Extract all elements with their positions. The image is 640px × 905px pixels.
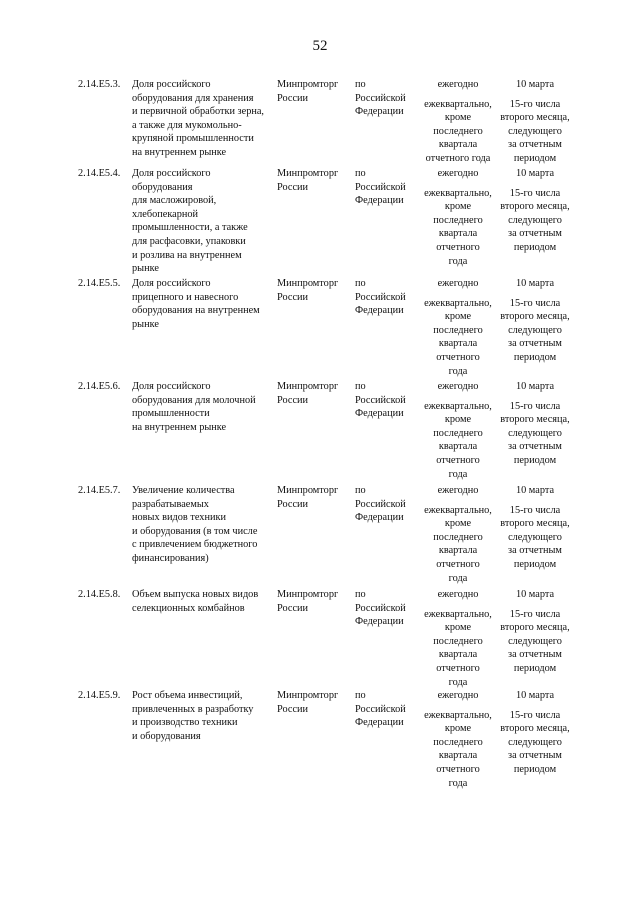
text-line: года [448,468,468,480]
deadline [494,689,576,777]
text-line: второго месяца, [500,518,570,530]
text-line: следующего [508,125,562,137]
periodicity [418,167,498,268]
text-line: Минпромторг [277,690,339,701]
text-line: года [448,365,468,377]
text-line: кроме [444,201,472,213]
indicator-name [132,78,272,160]
text-line: последнего [433,125,483,137]
periodicity [418,78,498,166]
text-line: Федерации [355,616,404,628]
text-line: 15-го числа [509,187,561,199]
text-line: ежегодно [437,168,479,179]
text-line: Российской [355,703,406,715]
text-line: Минпромторг [277,278,339,289]
text-line: и первичной обработки зерна, [132,106,264,118]
text-line: следующего [508,736,562,748]
text-line: отчетного года [425,152,491,164]
text-line: квартала [438,750,478,762]
text-line: Федерации [355,305,404,317]
text-line: ежегодно [437,589,479,600]
text-line: за отчетным [508,649,562,661]
text-line: Федерации [355,717,404,729]
text-line: с привлечением бюджетного [132,539,258,551]
text-line: промышленности [132,408,210,420]
text-line: кроме [444,311,472,323]
text-line: Минпромторг [277,168,339,179]
text-line: Доля российского [132,381,211,392]
text-line: Российской [355,498,406,510]
deadline [494,588,576,676]
text-line: рынке [132,318,159,330]
periodicity [418,277,498,378]
text-line: 10 марта [515,485,555,496]
responsible-agency [277,380,351,407]
periodicity [418,484,498,585]
text-line: кроме [444,518,472,530]
text-line: Федерации [355,195,404,207]
text-line: России [277,498,309,510]
text-line: Доля российского [132,79,211,90]
text-line: 15-го числа [509,98,561,110]
periodicity [418,689,498,790]
text-line: Рост объема инвестиций, [132,690,243,701]
text-line: года [448,255,468,267]
deadline [494,277,576,365]
text-line: ежегодно [437,278,479,289]
text-line: оборудования на внутреннем [132,305,260,317]
text-line: по [355,690,366,701]
text-line: 15-го числа [509,709,561,721]
territory [355,78,415,119]
text-line: России [277,181,309,193]
text-line: привлеченных в разработку [132,703,254,715]
territory [355,484,415,525]
text-line: рынке [132,263,159,275]
text-line: 10 марта [515,589,555,600]
text-line: квартала [438,441,478,453]
text-line: отчетного [436,763,480,775]
text-line: периодом [513,152,557,164]
indicator-name [132,689,272,743]
text-line: по [355,79,366,90]
responsible-agency [277,689,351,716]
text-line: отчетного [436,241,480,253]
text-line: квартала [438,545,478,557]
text-line: кроме [444,622,472,634]
page-number: 52 [312,38,328,54]
text-line: отчетного [436,351,480,363]
text-line: за отчетным [508,139,562,151]
text-line: оборудования для хранения [132,92,254,104]
text-line: оборудования [132,181,193,193]
text-line: для масложировой, [132,195,217,207]
text-line: 10 марта [515,79,555,90]
text-line: ежеквартально, [424,504,492,516]
text-line: 10 марта [515,278,555,289]
text-line: ежеквартально, [424,297,492,309]
text-line: последнего [433,635,483,647]
text-line: и розлива на внутреннем [132,249,242,261]
text-line: и производство техники [132,717,238,729]
text-line: следующего [508,635,562,647]
text-line: квартала [438,228,478,240]
indicator-name [132,588,272,615]
text-line: квартала [438,139,478,151]
text-line: последнего [433,531,483,543]
text-line: второго месяца, [500,622,570,634]
text-line: квартала [438,649,478,661]
indicator-code: 2.14.Е5.5. [78,278,121,289]
text-line: ежеквартально, [424,98,492,110]
text-line: года [448,572,468,584]
text-line: прицепного и навесного [132,291,239,303]
responsible-agency [277,167,351,194]
text-line: следующего [508,531,562,543]
text-line: за отчетным [508,338,562,350]
text-line: года [448,676,468,688]
text-line: 15-го числа [509,608,561,620]
territory [355,380,415,421]
text-line: за отчетным [508,545,562,557]
text-line: Федерации [355,408,404,420]
text-line: ежеквартально, [424,187,492,199]
text-line: 10 марта [515,690,555,701]
text-line: Российской [355,181,406,193]
text-line: Российской [355,394,406,406]
text-line: ежеквартально, [424,709,492,721]
text-line: Минпромторг [277,381,339,392]
text-line: периодом [513,241,557,253]
text-line: а также для мукомольно- [132,119,242,131]
text-line: последнего [433,427,483,439]
text-line: по [355,381,366,392]
text-line: кроме [444,723,472,735]
text-line: второго месяца, [500,112,570,124]
text-line: по [355,278,366,289]
text-line: Минпромторг [277,589,339,600]
text-line: Федерации [355,106,404,118]
text-line: разрабатываемых [132,498,209,510]
text-line: новых видов техники [132,512,226,524]
text-line: и оборудования (в том числе [132,525,258,537]
indicator-name [132,167,272,276]
periodicity [418,380,498,481]
text-line: ежеквартально, [424,400,492,412]
text-line: ежегодно [437,690,479,701]
responsible-agency [277,484,351,511]
text-line: крупяной промышленности [132,133,254,145]
indicator-code: 2.14.Е5.9. [78,690,121,701]
indicator-code: 2.14.Е5.7. [78,485,121,496]
text-line: отчетного [436,454,480,466]
periodicity [418,588,498,689]
text-line: России [277,291,309,303]
indicator-code: 2.14.Е5.4. [78,168,121,179]
indicator-name [132,277,272,331]
text-line: селекционных комбайнов [132,602,245,614]
text-line: промышленности, а также [132,222,248,234]
text-line: Доля российского [132,278,211,289]
text-line: России [277,92,309,104]
text-line: Доля российского [132,168,211,179]
text-line: ежеквартально, [424,608,492,620]
deadline [494,484,576,572]
text-line: по [355,168,366,179]
text-line: последнего [433,324,483,336]
text-line: хлебопекарной [132,208,199,220]
indicator-code: 2.14.Е5.3. [78,79,121,90]
text-line: Объем выпуска новых видов [132,589,259,600]
text-line: ежегодно [437,381,479,392]
text-line: отчетного [436,662,480,674]
indicator-code: 2.14.Е5.8. [78,589,121,600]
territory [355,689,415,730]
text-line: 15-го числа [509,400,561,412]
deadline [494,78,576,166]
indicator-name [132,484,272,566]
text-line: периодом [513,351,557,363]
text-line: 10 марта [515,168,555,179]
text-line: России [277,703,309,715]
deadline [494,380,576,468]
text-line: следующего [508,324,562,336]
text-line: и оборудования [132,730,201,742]
text-line: финансирования) [132,552,209,564]
text-line: последнего [433,736,483,748]
deadline [494,167,576,255]
text-line: России [277,602,309,614]
text-line: периодом [513,558,557,570]
text-line: периодом [513,662,557,674]
text-line: Увеличение количества [132,485,235,496]
territory [355,588,415,629]
text-line: Российской [355,291,406,303]
text-line: по [355,485,366,496]
text-line: на внутреннем рынке [132,421,227,433]
text-line: последнего [433,214,483,226]
text-line: второго месяца, [500,723,570,735]
text-line: Российской [355,92,406,104]
text-line: 15-го числа [509,504,561,516]
territory [355,277,415,318]
text-line: кроме [444,414,472,426]
text-line: за отчетным [508,750,562,762]
text-line: следующего [508,214,562,226]
text-line: второго месяца, [500,201,570,213]
text-line: по [355,589,366,600]
text-line: Федерации [355,512,404,524]
text-line: оборудования для молочной [132,394,256,406]
text-line: второго месяца, [500,414,570,426]
text-line: второго месяца, [500,311,570,323]
text-line: 15-го числа [509,297,561,309]
text-line: кроме [444,112,472,124]
territory [355,167,415,208]
text-line: России [277,394,309,406]
text-line: ежегодно [437,79,479,90]
text-line: следующего [508,427,562,439]
text-line: квартала [438,338,478,350]
text-line: за отчетным [508,441,562,453]
text-line: 10 марта [515,381,555,392]
indicator-name [132,380,272,434]
text-line: периодом [513,454,557,466]
text-line: Российской [355,602,406,614]
responsible-agency [277,588,351,615]
indicator-code: 2.14.Е5.6. [78,381,121,392]
text-line: года [448,777,468,789]
text-line: Минпромторг [277,79,339,90]
text-line: ежегодно [437,485,479,496]
text-line: за отчетным [508,228,562,240]
responsible-agency [277,78,351,105]
responsible-agency [277,277,351,304]
text-line: Минпромторг [277,485,339,496]
text-line: периодом [513,763,557,775]
text-line: отчетного [436,558,480,570]
text-line: на внутреннем рынке [132,146,227,158]
text-line: для расфасовки, упаковки [132,235,246,247]
